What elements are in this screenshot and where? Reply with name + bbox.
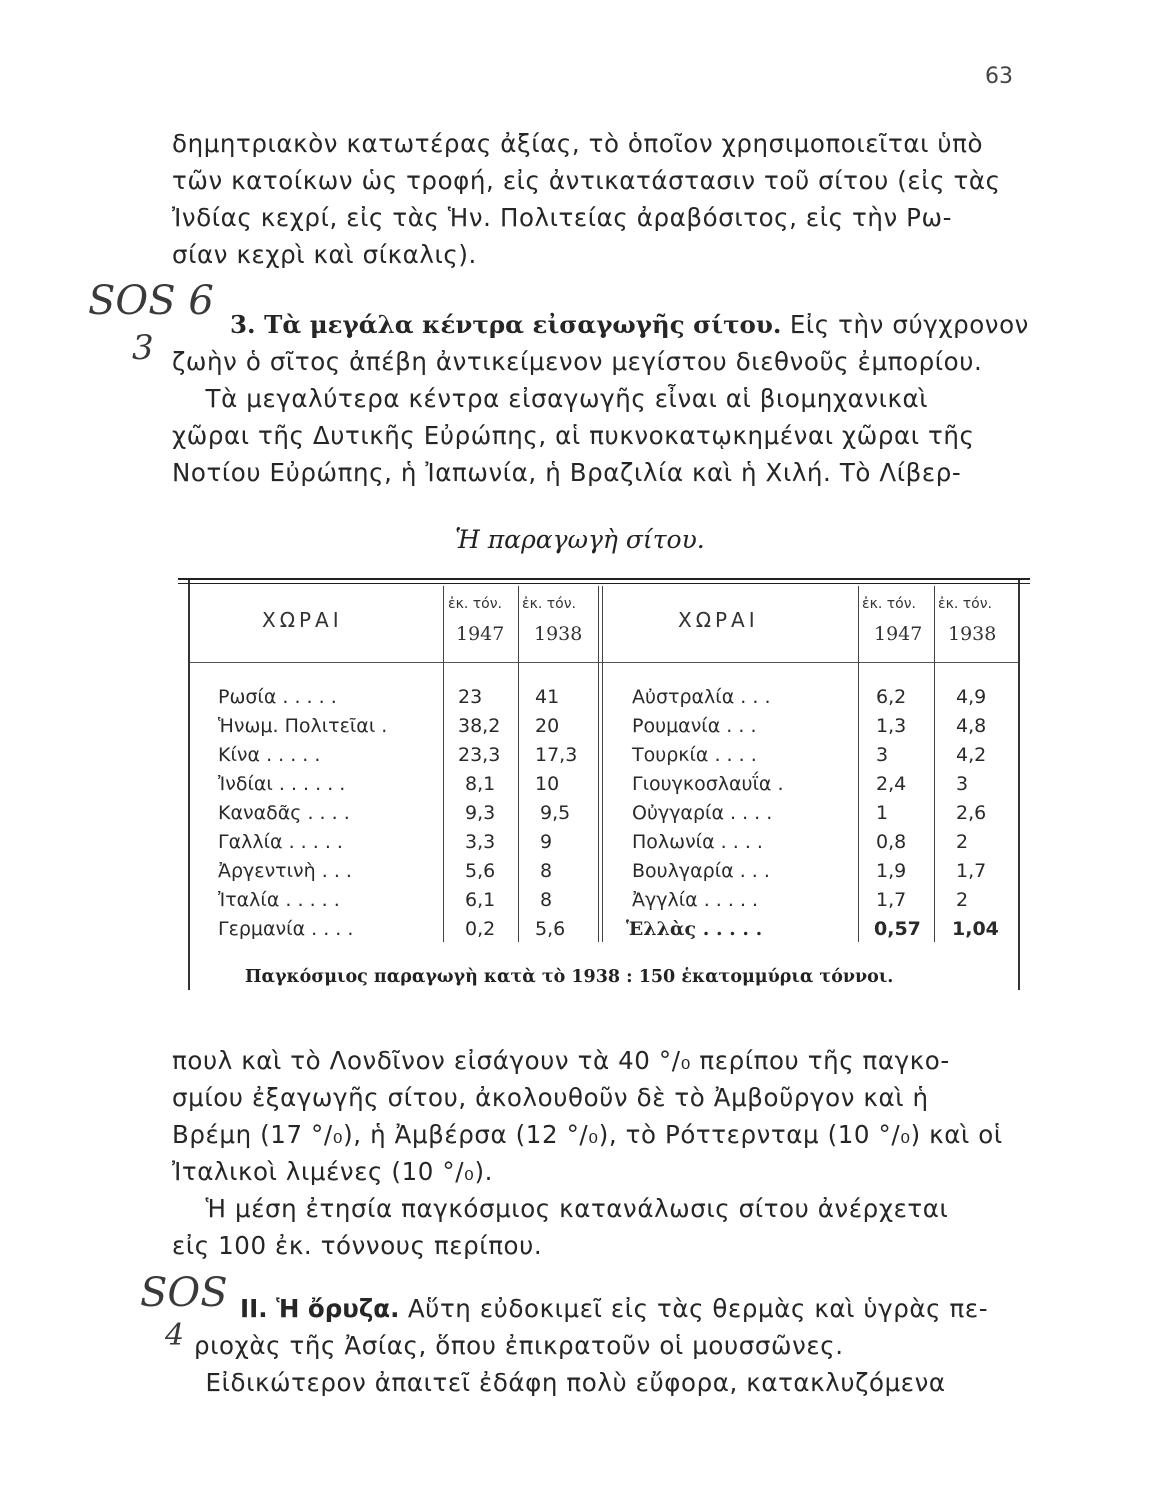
- country-cell: Γιουγκοσλαυΐα .: [632, 773, 784, 795]
- rice-paragraph: [172, 1290, 1030, 1401]
- text-line: εἰς 100 ἐκ. τόννους περίπου.: [172, 1231, 543, 1260]
- left-year-1938: 1938: [534, 623, 583, 645]
- country-cell: Ἰταλία . . . . .: [218, 889, 340, 911]
- section-3-paragraph: [172, 306, 1030, 491]
- value-1947-cell: 1,3: [876, 715, 907, 737]
- value-1938-cell: 9,5: [540, 802, 571, 824]
- value-1938-cell: 1,7: [956, 860, 987, 882]
- table-footnote: Παγκόσμιος παραγωγὴ κατὰ τὸ 1938 : 150 ἑκατομμύρια τόννοι.: [245, 967, 894, 987]
- value-1947-cell: 0,2: [465, 918, 496, 940]
- value-1938-cell: 9: [540, 831, 553, 853]
- text-line: Βρέμη (17 °/₀), ἡ Ἀμβέρσα (12 °/₀), τὸ Ρόττερνταμ (10 °/₀) καὶ οἱ: [172, 1120, 1003, 1149]
- country-cell: Ρουμανία . . .: [632, 715, 757, 737]
- text-line: δημητριακὸν κατωτέρας ἀξίας, τὸ ὁποῖον χρησιμοποιεῖται ὑπὸ: [172, 129, 984, 158]
- country-cell: Καναδᾶς . . . .: [218, 802, 350, 824]
- text-line: [172, 306, 1030, 343]
- country-cell: Αὐστραλία . . .: [632, 686, 771, 708]
- value-1938-cell: 4,9: [956, 686, 987, 708]
- wheat-production-table: [188, 578, 1020, 990]
- text-line: τῶν κατοίκων ὡς τροφή, εἰς ἀντικατάστασιν τοῦ σίτου (εἰς τὰς: [172, 166, 1001, 195]
- section-3-heading: 3. Τὰ μεγάλα κέντρα εἰσαγωγῆς σίτου.: [230, 310, 782, 339]
- left-unit-label-1947: ἐκ. τόν.: [448, 596, 502, 612]
- handwritten-note-2-number: 4: [165, 1318, 185, 1353]
- text-line: ριοχὰς τῆς Ἀσίας, ὅπου ἐπικρατοῦν οἱ μουσσῶνες.: [194, 1331, 844, 1360]
- value-1938-cell-greece: 1,04: [952, 918, 999, 940]
- country-cell: Κίνα . . . . .: [218, 744, 321, 766]
- value-1947-cell: 8,1: [465, 773, 496, 795]
- intro-paragraph: [172, 125, 1030, 273]
- text-line: Ἰταλικοὶ λιμένες (10 °/₀).: [172, 1157, 494, 1186]
- value-1947-cell: 1: [876, 802, 889, 824]
- value-1938-cell: 10: [535, 773, 560, 795]
- right-unit-label-1938: ἐκ. τόν.: [938, 596, 992, 612]
- handwritten-note-1-number: 3: [132, 328, 154, 368]
- value-1947-cell: 1,7: [876, 889, 907, 911]
- value-1938-cell: 2: [956, 889, 969, 911]
- country-cell-greece: Ἑλλὰς . . . . .: [626, 918, 763, 940]
- col-divider: [443, 586, 444, 942]
- import-paragraph: [172, 1042, 1030, 1264]
- country-cell: Ἰνδίαι . . . . . .: [218, 773, 346, 795]
- value-1947-cell: 9,3: [465, 802, 496, 824]
- right-unit-label-1947: ἐκ. τόν.: [862, 596, 916, 612]
- col-divider: [934, 586, 935, 942]
- value-1938-cell: 3: [956, 773, 969, 795]
- text-line: Εἰδικώτερον ἀπαιτεῖ ἐδάφη πολὺ εὔφορα, κατακλυζόμενα: [172, 1368, 946, 1397]
- table-header-rule: [190, 662, 1018, 663]
- text-line: Ἰνδίας κεχρί, εἰς τὰς Ἡν. Πολιτείας ἀραβόσιτος, εἰς τὴν Ρω-: [172, 203, 953, 232]
- text-line: σίαν κεχρὶ καὶ σίκαλις).: [172, 240, 477, 269]
- value-1938-cell: 2,6: [956, 802, 987, 824]
- value-1947-cell: 3: [876, 744, 889, 766]
- country-cell: Πολωνία . . . .: [632, 831, 763, 853]
- country-cell: Ρωσία . . . . .: [218, 686, 337, 708]
- table-top-rule-thin: [178, 583, 1030, 584]
- value-1938-cell: 8: [540, 860, 553, 882]
- value-1947-cell: 3,3: [465, 831, 496, 853]
- value-1947-cell: 23,3: [458, 744, 501, 766]
- col-divider: [598, 586, 599, 942]
- right-country-header: ΧΩΡΑΙ: [678, 608, 759, 632]
- left-year-1947: 1947: [456, 623, 505, 645]
- country-cell: Τουρκία . . . .: [632, 744, 757, 766]
- col-divider: [518, 586, 519, 942]
- right-year-1938: 1938: [948, 623, 997, 645]
- value-1938-cell: 5,6: [535, 918, 566, 940]
- value-1947-cell: 6,2: [876, 686, 907, 708]
- table-top-rule: [178, 578, 1030, 580]
- text-line: [172, 1290, 1030, 1327]
- value-1938-cell: 41: [535, 686, 560, 708]
- section-rice-heading: ΙΙ. Ἡ ὄρυζα.: [240, 1294, 400, 1323]
- text-line: ζωὴν ὁ σῖτος ἀπέβη ἀντικείμενον μεγίστου διεθνοῦς ἐμπορίου.: [172, 347, 983, 376]
- handwritten-note-2: SOS: [140, 1270, 228, 1316]
- country-cell: Ἡνωμ. Πολιτεῖαι .: [218, 715, 388, 737]
- table-title: Ἡ παραγωγὴ σίτου.: [455, 525, 705, 554]
- text-line: Νοτίου Εὐρώπης, ἡ Ἰαπωνία, ἡ Βραζιλία καὶ ἡ Χιλή. Τὸ Λίβερ-: [172, 458, 962, 487]
- value-1938-cell: 2: [956, 831, 969, 853]
- text-span: Εἰς τὴν σύγχρονον: [781, 310, 1029, 339]
- value-1947-cell-greece: 0,57: [874, 918, 921, 940]
- value-1947-cell: 6,1: [465, 889, 496, 911]
- country-cell: Βουλγαρία . . .: [632, 860, 770, 882]
- value-1938-cell: 4,2: [956, 744, 987, 766]
- value-1938-cell: 4,8: [956, 715, 987, 737]
- value-1938-cell: 20: [535, 715, 560, 737]
- value-1947-cell: 0,8: [876, 831, 907, 853]
- handwritten-note-1: SOS 6: [88, 278, 214, 324]
- right-year-1947: 1947: [874, 623, 923, 645]
- value-1947-cell: 2,4: [876, 773, 907, 795]
- text-line: χῶραι τῆς Δυτικῆς Εὐρώπης, αἱ πυκνοκατῳκημέναι χῶραι τῆς: [172, 421, 975, 450]
- left-country-header: ΧΩΡΑΙ: [262, 608, 343, 632]
- col-divider: [602, 586, 603, 942]
- value-1947-cell: 23: [458, 686, 483, 708]
- value-1947-cell: 38,2: [458, 715, 501, 737]
- country-cell: Οὐγγαρία . . . .: [632, 802, 773, 824]
- country-cell: Γαλλία . . . . .: [218, 831, 343, 853]
- value-1938-cell: 8: [540, 889, 553, 911]
- country-cell: Ἀργεντινὴ . . .: [218, 860, 352, 882]
- page-number: 63: [985, 64, 1013, 89]
- value-1947-cell: 1,9: [876, 860, 907, 882]
- country-cell: Ἀγγλία . . . . .: [632, 889, 759, 911]
- left-unit-label-1938: ἐκ. τόν.: [522, 596, 576, 612]
- value-1947-cell: 5,6: [465, 860, 496, 882]
- value-1938-cell: 17,3: [535, 744, 578, 766]
- country-cell: Γερμανία . . . .: [218, 918, 354, 940]
- text-span: Αὕτη εὐδοκιμεῖ εἰς τὰς θερμὰς καὶ ὑγρὰς πε-: [399, 1294, 989, 1323]
- col-divider: [858, 586, 859, 942]
- text-line: Ἡ μέση ἐτησία παγκόσμιος κατανάλωσις σίτου ἀνέρχεται: [172, 1194, 949, 1223]
- text-line: Τὰ μεγαλύτερα κέντρα εἰσαγωγῆς εἶναι αἱ βιομηχανικαὶ: [172, 384, 929, 413]
- text-line: πουλ καὶ τὸ Λονδῖνον εἰσάγουν τὰ 40 °/₀ περίπου τῆς παγκο-: [172, 1046, 950, 1075]
- text-line: σμίου ἐξαγωγῆς σίτου, ἀκολουθοῦν δὲ τὸ Ἀμβοῦργον καὶ ἡ: [172, 1083, 929, 1112]
